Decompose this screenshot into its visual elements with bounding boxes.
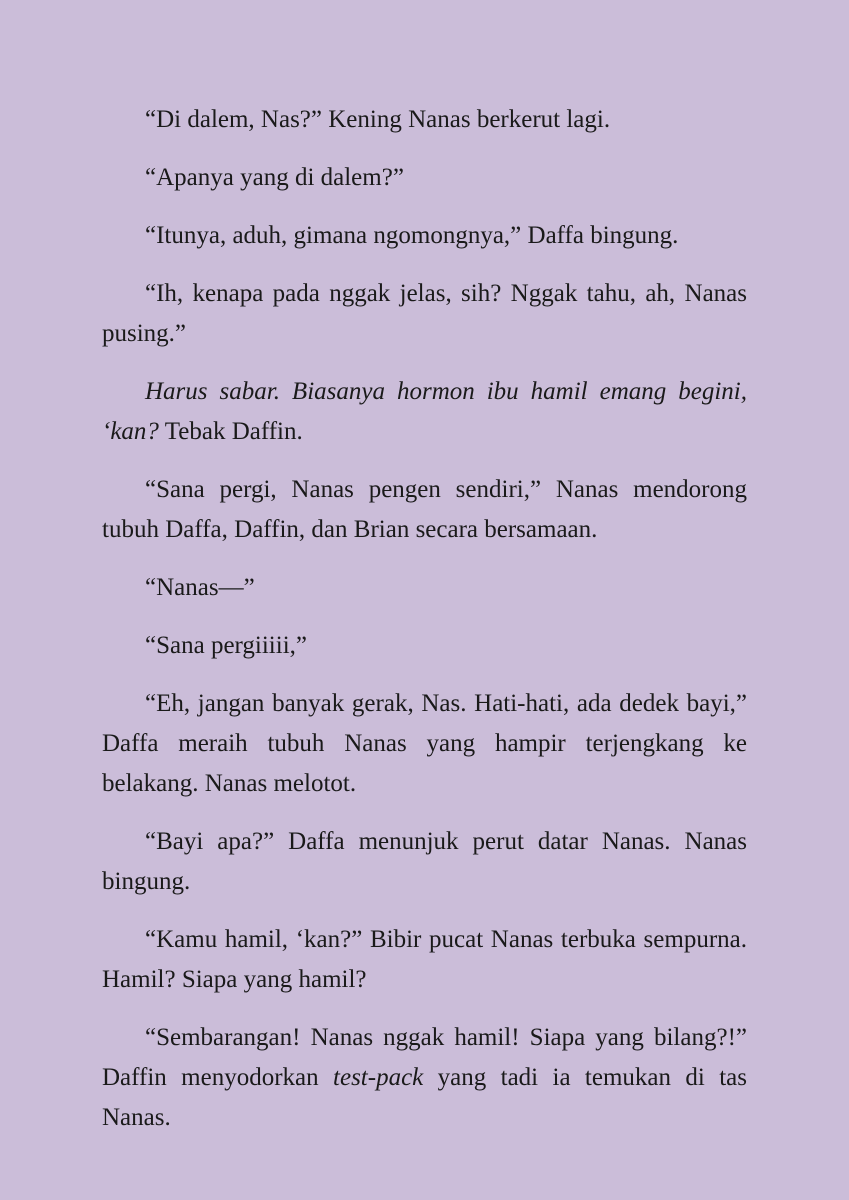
paragraph-2: “Apanya yang di dalem?” <box>145 164 404 191</box>
paragraph-9: “Eh, jangan banyak gerak, Nas. Hati-hati, ada dedek bayi,” Daffa meraih tubuh Nanas yang hampir terjengkang ke belakang. Nanas melotot. <box>102 690 747 797</box>
paragraph-7: “Nanas—” <box>145 574 255 601</box>
paragraph-11: “Kamu hamil, ‘kan?” Bibir pucat Nanas terbuka sempurna. Hamil? Siapa yang hamil? <box>102 926 747 993</box>
paragraph-12: “Sembarangan! Nanas nggak hamil! Siapa yang bilang?!” Daffin menyodorkan test-pack yang tadi ia temukan di tas Nanas. <box>102 1024 747 1131</box>
paragraph-5: Harus sabar. Biasanya hormon ibu hamil emang begini, ‘kan? Tebak Daffin. <box>102 378 747 445</box>
paragraph-10: “Bayi apa?” Daffa menunjuk perut datar Nanas. Nanas bingung. <box>102 828 747 895</box>
test-pack-italic: test-pack <box>333 1064 424 1091</box>
paragraph-4: “Ih, kenapa pada nggak jelas, sih? Nggak tahu, ah, Nanas pusing.” <box>102 280 747 347</box>
paragraph-3: “Itunya, aduh, gimana ngomongnya,” Daffa bingung. <box>145 222 679 249</box>
inner-thought-italic: Harus sabar. Biasanya hormon ibu hamil emang begini, ‘kan? <box>102 378 747 445</box>
paragraph-1: “Di dalem, Nas?” Kening Nanas berkerut lagi. <box>145 106 611 133</box>
paragraph-8: “Sana pergiiiii,” <box>145 632 307 659</box>
paragraph-6: “Sana pergi, Nanas pengen sendiri,” Nanas mendorong tubuh Daffa, Daffin, dan Brian secara bersamaan. <box>102 476 747 543</box>
